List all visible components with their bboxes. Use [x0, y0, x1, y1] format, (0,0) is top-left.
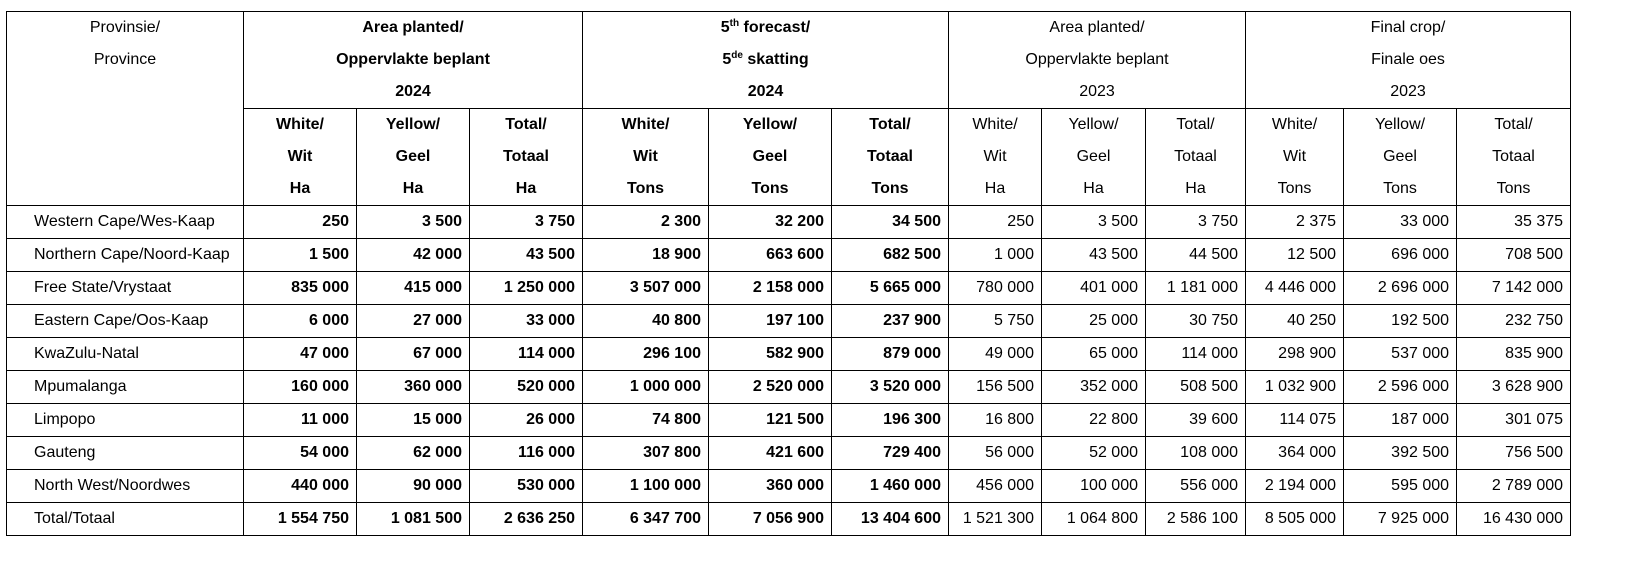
group-header-line [583, 12, 948, 44]
group-header-line [583, 44, 948, 76]
value-cell: 2 375 [1246, 206, 1344, 239]
group-header-line: Oppervlakte beplant [336, 51, 490, 68]
value-cell: 13 404 600 [832, 503, 949, 536]
value-cell: 47 000 [244, 338, 357, 371]
column-header-line: Totaal [1174, 148, 1217, 165]
table-row [7, 503, 1571, 536]
group-header-line: Area planted/ [362, 19, 464, 36]
value-cell: 1 460 000 [832, 470, 949, 503]
value-cell: 114 000 [470, 338, 583, 371]
value-cell: 56 000 [949, 437, 1042, 470]
column-header-line: Tons [626, 180, 665, 197]
value-cell: 2 789 000 [1457, 470, 1571, 503]
column-header-line: Total/ [869, 116, 911, 133]
value-cell: 508 500 [1146, 371, 1246, 404]
column-header [1457, 109, 1571, 206]
value-cell: 530 000 [470, 470, 583, 503]
value-cell: 62 000 [357, 437, 470, 470]
forecast-number: 5 [720, 19, 730, 36]
province-header-line: Provinsie/ [89, 19, 161, 36]
table-row [7, 239, 1571, 272]
group-header-final-crop-2023 [1246, 12, 1571, 109]
value-cell: 2 194 000 [1246, 470, 1344, 503]
value-cell: 3 628 900 [1457, 371, 1571, 404]
column-header-line: Tons [1277, 180, 1312, 197]
column-header-line: Geel [1383, 148, 1417, 165]
column-header-line: Tons [871, 180, 909, 197]
column-header-line: Tons [1496, 180, 1531, 197]
value-cell: 44 500 [1146, 239, 1246, 272]
column-header [949, 109, 1042, 206]
column-header-line: Wit [633, 148, 658, 165]
value-cell: 440 000 [244, 470, 357, 503]
value-cell: 392 500 [1344, 437, 1457, 470]
column-header-line: Tons [751, 180, 789, 197]
value-cell: 352 000 [1042, 371, 1146, 404]
value-cell: 1 181 000 [1146, 272, 1246, 305]
column-header-line: Total/ [1494, 116, 1533, 133]
value-cell: 250 [244, 206, 357, 239]
value-cell: 7 056 900 [709, 503, 832, 536]
group-header-line: Finale oes [1371, 51, 1445, 68]
group-header-line: 2023 [1390, 83, 1426, 100]
column-header-line: Ha [984, 180, 1006, 197]
value-cell: 3 507 000 [583, 272, 709, 305]
table-row [7, 371, 1571, 404]
value-cell: 2 158 000 [709, 272, 832, 305]
value-cell: 108 000 [1146, 437, 1246, 470]
group-header-5th-forecast-2024 [583, 12, 949, 109]
column-header-line: Tons [1383, 180, 1417, 197]
value-cell: 582 900 [709, 338, 832, 371]
value-cell: 2 636 250 [470, 503, 583, 536]
value-cell: 49 000 [949, 338, 1042, 371]
group-header-line: 2024 [747, 83, 784, 100]
province-cell: Gauteng [7, 437, 244, 470]
column-header-line: Wit [287, 148, 313, 165]
value-cell: 556 000 [1146, 470, 1246, 503]
value-cell: 1 000 [949, 239, 1042, 272]
value-cell: 43 500 [1042, 239, 1146, 272]
value-cell: 192 500 [1344, 305, 1457, 338]
value-cell: 1 032 900 [1246, 371, 1344, 404]
value-cell: 2 520 000 [709, 371, 832, 404]
value-cell: 156 500 [949, 371, 1042, 404]
value-cell: 52 000 [1042, 437, 1146, 470]
table-row [7, 305, 1571, 338]
value-cell: 114 000 [1146, 338, 1246, 371]
group-header-line: 2024 [395, 83, 431, 100]
column-header [1344, 109, 1457, 206]
province-cell: Mpumalanga [7, 371, 244, 404]
table-row [7, 437, 1571, 470]
value-cell: 421 600 [709, 437, 832, 470]
value-cell: 16 430 000 [1457, 503, 1571, 536]
value-cell: 25 000 [1042, 305, 1146, 338]
value-cell: 5 665 000 [832, 272, 949, 305]
value-cell: 696 000 [1344, 239, 1457, 272]
column-header-line: Ha [289, 180, 311, 197]
value-cell: 15 000 [357, 404, 470, 437]
group-header-line: Final crop/ [1370, 19, 1446, 36]
column-header-line: Geel [752, 148, 788, 165]
value-cell: 65 000 [1042, 338, 1146, 371]
value-cell: 456 000 [949, 470, 1042, 503]
crop-estimates-table [6, 11, 1571, 536]
value-cell: 27 000 [357, 305, 470, 338]
value-cell: 595 000 [1344, 470, 1457, 503]
value-cell: 879 000 [832, 338, 949, 371]
value-cell: 30 750 [1146, 305, 1246, 338]
value-cell: 729 400 [832, 437, 949, 470]
forecast-label: forecast/ [743, 19, 811, 36]
value-cell: 3 500 [357, 206, 470, 239]
group-header-area-planted-2023 [949, 12, 1246, 109]
value-cell: 7 925 000 [1344, 503, 1457, 536]
column-header [709, 109, 832, 206]
column-header-line: Wit [1282, 148, 1307, 165]
column-header [1246, 109, 1344, 206]
value-cell: 3 500 [1042, 206, 1146, 239]
value-cell: 415 000 [357, 272, 470, 305]
column-header-line: Geel [1076, 148, 1111, 165]
value-cell: 298 900 [1246, 338, 1344, 371]
column-header-line: Total/ [505, 116, 547, 133]
value-cell: 33 000 [1344, 206, 1457, 239]
group-header-area-planted-2024 [244, 12, 583, 109]
forecast-label: skatting [747, 51, 809, 68]
table-row [7, 272, 1571, 305]
value-cell: 663 600 [709, 239, 832, 272]
group-header-line: Area planted/ [1049, 19, 1145, 36]
province-cell: Northern Cape/Noord-Kaap [7, 239, 244, 272]
value-cell: 40 800 [583, 305, 709, 338]
column-header [832, 109, 949, 206]
column-header [583, 109, 709, 206]
column-header-line: Yellow/ [385, 116, 441, 133]
value-cell: 40 250 [1246, 305, 1344, 338]
value-cell: 74 800 [583, 404, 709, 437]
value-cell: 121 500 [709, 404, 832, 437]
group-header-line: Oppervlakte beplant [1025, 51, 1169, 68]
value-cell: 90 000 [357, 470, 470, 503]
ordinal-suffix: de [731, 50, 743, 61]
value-cell: 16 800 [949, 404, 1042, 437]
column-header-line: Totaal [1492, 148, 1535, 165]
province-cell: Limpopo [7, 404, 244, 437]
column-header-line: Geel [395, 148, 431, 165]
value-cell: 237 900 [832, 305, 949, 338]
value-cell: 8 505 000 [1246, 503, 1344, 536]
value-cell: 1 521 300 [949, 503, 1042, 536]
value-cell: 301 075 [1457, 404, 1571, 437]
province-cell: Western Cape/Wes-Kaap [7, 206, 244, 239]
value-cell: 11 000 [244, 404, 357, 437]
column-header-line: Totaal [867, 148, 913, 165]
column-header-line: Yellow/ [1374, 116, 1426, 133]
value-cell: 360 000 [357, 371, 470, 404]
value-cell: 708 500 [1457, 239, 1571, 272]
column-header-line: White/ [1271, 116, 1318, 133]
column-header-line: Wit [983, 148, 1007, 165]
value-cell: 100 000 [1042, 470, 1146, 503]
value-cell: 7 142 000 [1457, 272, 1571, 305]
value-cell: 26 000 [470, 404, 583, 437]
value-cell: 34 500 [832, 206, 949, 239]
value-cell: 1 000 000 [583, 371, 709, 404]
province-cell: Eastern Cape/Oos-Kaap [7, 305, 244, 338]
value-cell: 2 586 100 [1146, 503, 1246, 536]
value-cell: 6 000 [244, 305, 357, 338]
column-header-line: Ha [402, 180, 424, 197]
value-cell: 160 000 [244, 371, 357, 404]
value-cell: 835 900 [1457, 338, 1571, 371]
column-header-line: White/ [621, 116, 670, 133]
table-row [7, 338, 1571, 371]
value-cell: 364 000 [1246, 437, 1344, 470]
value-cell: 197 100 [709, 305, 832, 338]
column-header-line: White/ [276, 116, 324, 133]
value-cell: 835 000 [244, 272, 357, 305]
value-cell: 232 750 [1457, 305, 1571, 338]
value-cell: 537 000 [1344, 338, 1457, 371]
column-header-line: Yellow/ [742, 116, 798, 133]
value-cell: 1 554 750 [244, 503, 357, 536]
value-cell: 360 000 [709, 470, 832, 503]
value-cell: 33 000 [470, 305, 583, 338]
value-cell: 250 [949, 206, 1042, 239]
column-header-line: Total/ [1176, 116, 1215, 133]
value-cell: 1 081 500 [357, 503, 470, 536]
value-cell: 18 900 [583, 239, 709, 272]
value-cell: 3 750 [470, 206, 583, 239]
column-header [1146, 109, 1246, 206]
value-cell: 401 000 [1042, 272, 1146, 305]
value-cell: 35 375 [1457, 206, 1571, 239]
value-cell: 5 750 [949, 305, 1042, 338]
value-cell: 3 750 [1146, 206, 1246, 239]
value-cell: 2 300 [583, 206, 709, 239]
column-header-line: Ha [1083, 180, 1104, 197]
group-header-line: 2023 [1079, 83, 1115, 100]
column-header [1042, 109, 1146, 206]
province-cell: Total/Totaal [7, 503, 244, 536]
value-cell: 22 800 [1042, 404, 1146, 437]
value-cell: 780 000 [949, 272, 1042, 305]
value-cell: 1 250 000 [470, 272, 583, 305]
value-cell: 296 100 [583, 338, 709, 371]
value-cell: 187 000 [1344, 404, 1457, 437]
province-header [7, 12, 244, 206]
value-cell: 682 500 [832, 239, 949, 272]
province-header-line: Province [93, 51, 157, 68]
value-cell: 756 500 [1457, 437, 1571, 470]
province-cell: North West/Noordwes [7, 470, 244, 503]
value-cell: 39 600 [1146, 404, 1246, 437]
value-cell: 54 000 [244, 437, 357, 470]
value-cell: 114 075 [1246, 404, 1344, 437]
value-cell: 116 000 [470, 437, 583, 470]
value-cell: 196 300 [832, 404, 949, 437]
province-cell: Free State/Vrystaat [7, 272, 244, 305]
value-cell: 3 520 000 [832, 371, 949, 404]
table-row [7, 404, 1571, 437]
value-cell: 2 696 000 [1344, 272, 1457, 305]
column-header-line: Yellow/ [1068, 116, 1119, 133]
column-header-line: Totaal [503, 148, 549, 165]
value-cell: 1 500 [244, 239, 357, 272]
value-cell: 520 000 [470, 371, 583, 404]
value-cell: 307 800 [583, 437, 709, 470]
forecast-number: 5 [722, 51, 732, 68]
value-cell: 1 064 800 [1042, 503, 1146, 536]
province-cell: KwaZulu-Natal [7, 338, 244, 371]
value-cell: 43 500 [470, 239, 583, 272]
value-cell: 2 596 000 [1344, 371, 1457, 404]
column-header-line: Ha [1185, 180, 1206, 197]
table-row [7, 470, 1571, 503]
value-cell: 4 446 000 [1246, 272, 1344, 305]
column-header-line: White/ [972, 116, 1018, 133]
value-cell: 42 000 [357, 239, 470, 272]
value-cell: 6 347 700 [583, 503, 709, 536]
table-row [7, 206, 1571, 239]
value-cell: 12 500 [1246, 239, 1344, 272]
column-header [244, 109, 357, 206]
column-header [470, 109, 583, 206]
column-header [357, 109, 470, 206]
value-cell: 32 200 [709, 206, 832, 239]
value-cell: 1 100 000 [583, 470, 709, 503]
ordinal-suffix: th [729, 18, 740, 29]
value-cell: 67 000 [357, 338, 470, 371]
column-header-line: Ha [515, 180, 537, 197]
